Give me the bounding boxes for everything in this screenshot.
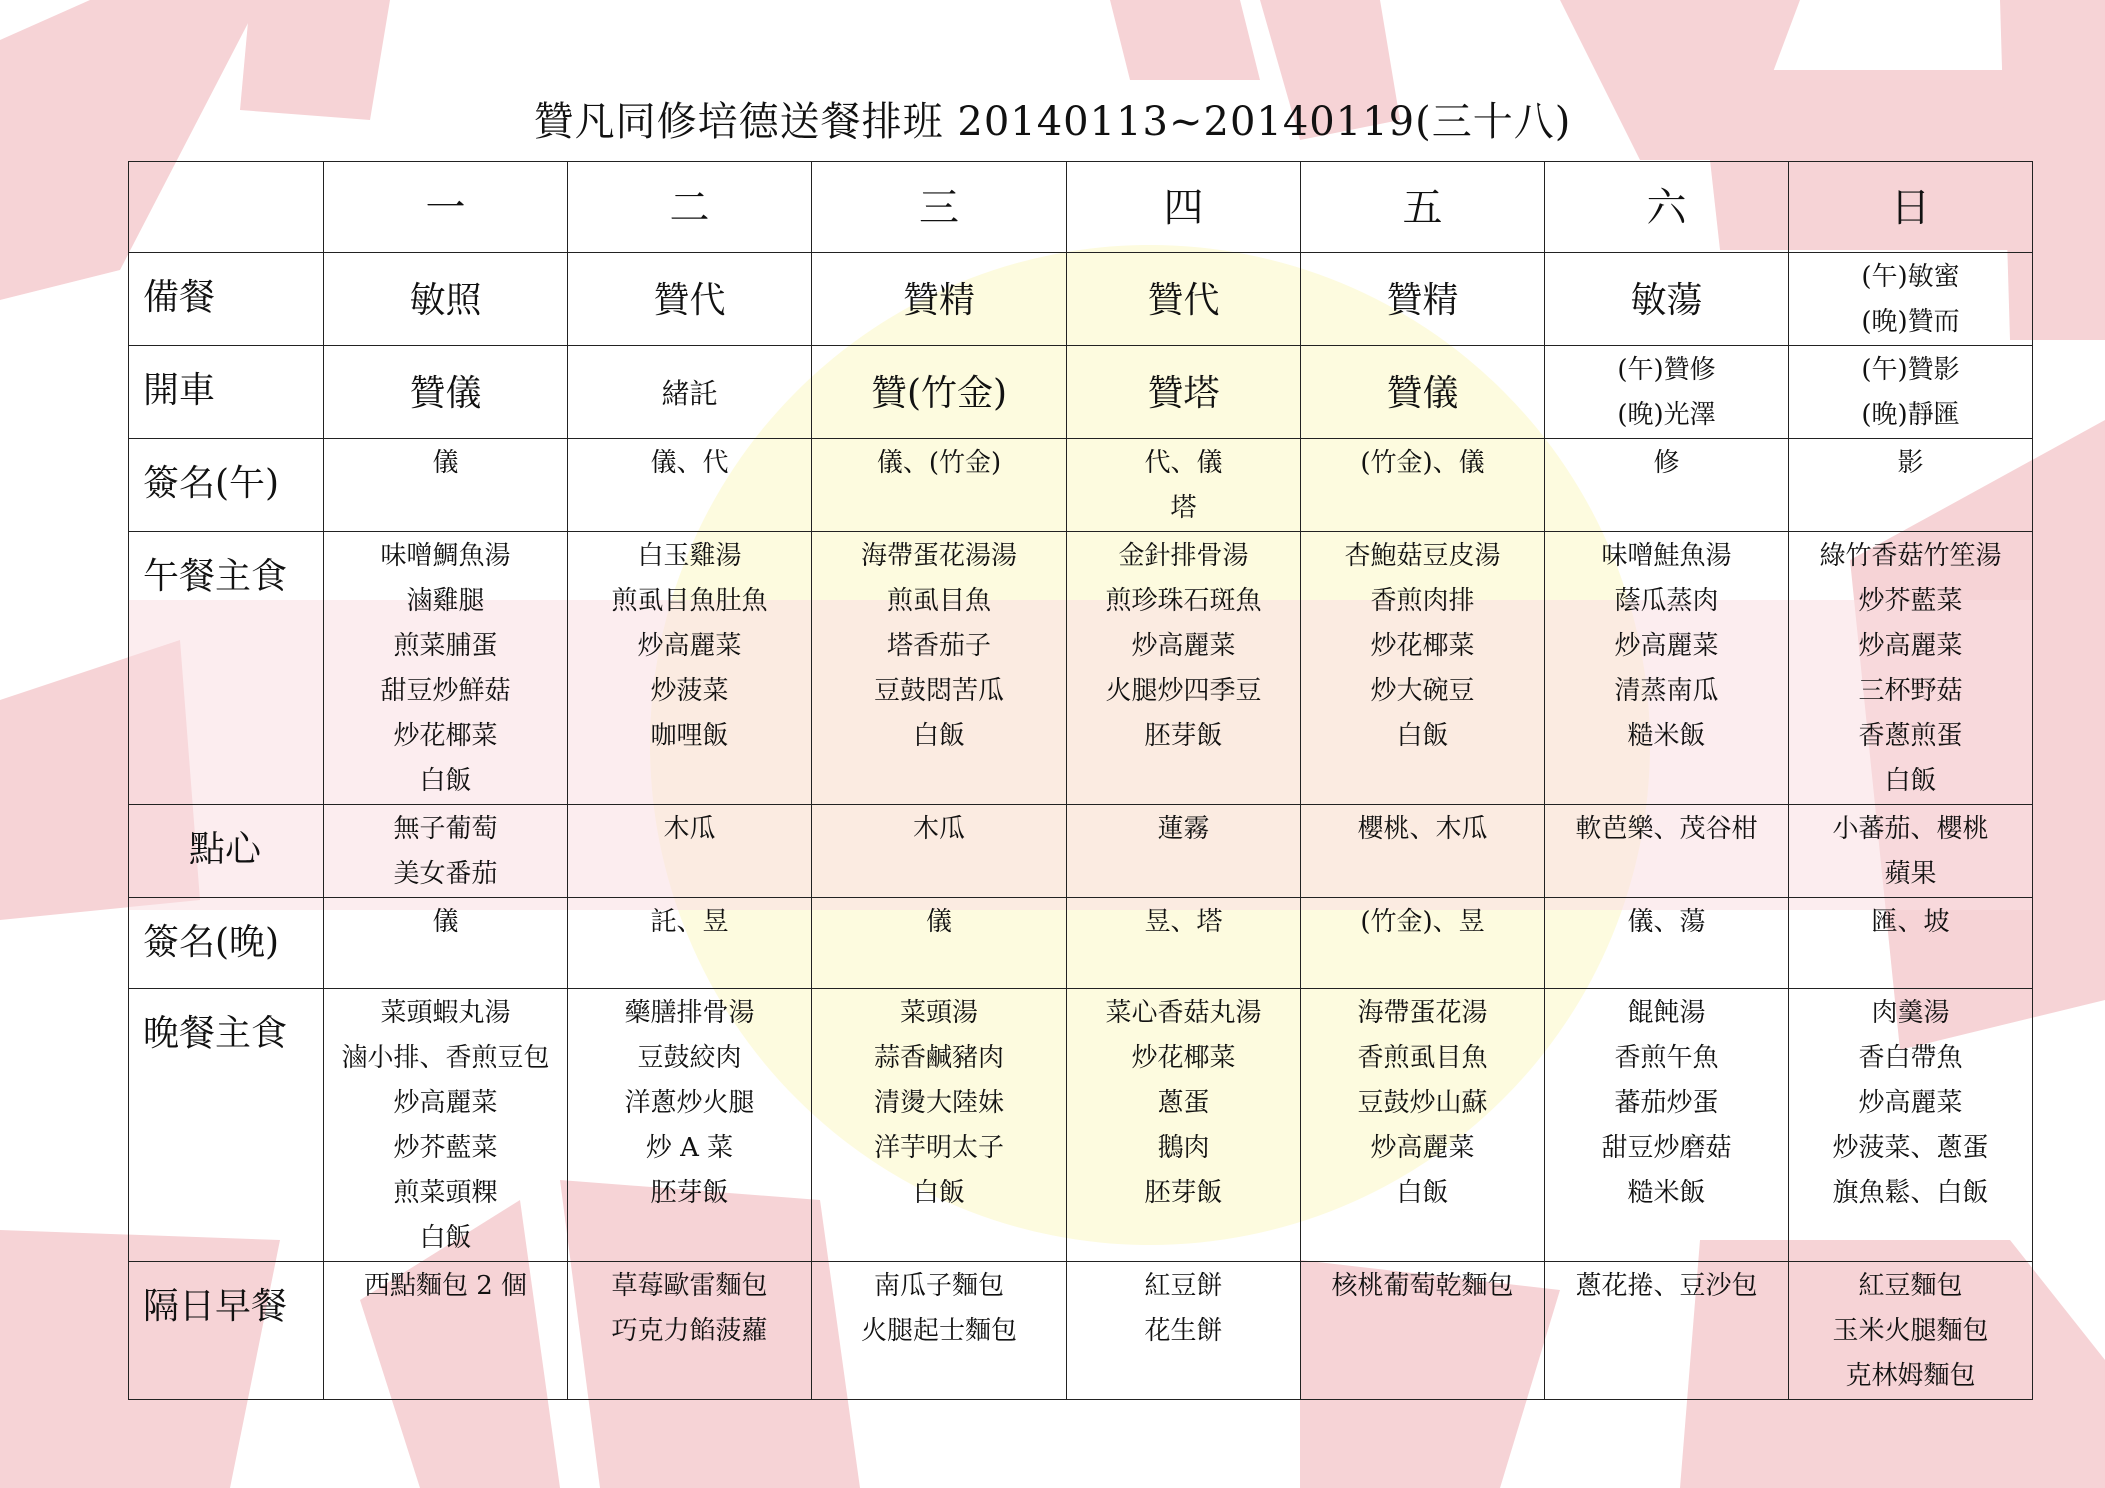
cell-line: 木瓜 <box>912 814 965 844</box>
sign-lunch-cell-sun <box>1789 439 2033 532</box>
row-label: 簽名(晚) <box>129 898 324 989</box>
menu-item: 炒高麗菜 <box>1131 631 1236 661</box>
menu-item: 三杯野菇 <box>1858 676 1963 706</box>
menu-item: 綠竹香菇竹笙湯 <box>1819 541 2002 571</box>
cell-line: 西點麵包 2 個 <box>363 1271 528 1301</box>
menu-item: 炒高麗菜 <box>1370 1133 1475 1163</box>
row-label: 簽名(午) <box>129 439 324 532</box>
menu-item: 炒芥藍菜 <box>393 1133 498 1163</box>
prep-cell-fri <box>1301 253 1545 346</box>
dinner-cell-mon <box>324 989 568 1262</box>
breakfast-cell-sun <box>1789 1262 2033 1400</box>
driver-cell-fri <box>1301 346 1545 439</box>
snack-cell-wed <box>812 805 1067 898</box>
cell-line: 託、昱 <box>650 907 729 937</box>
row-prep <box>129 253 2033 346</box>
menu-item: 塔香茄子 <box>886 631 991 661</box>
menu-item: 鵝肉 <box>1157 1133 1210 1163</box>
cell-line: 玉米火腿麵包 <box>1832 1316 1989 1346</box>
menu-item: 滷雞腿 <box>406 586 485 616</box>
cell-line: 贊代 <box>653 279 726 321</box>
row-sign-lunch <box>129 439 2033 532</box>
prep-cell-sat <box>1545 253 1789 346</box>
snack-cell-fri <box>1301 805 1545 898</box>
sign-lunch-cell-tue <box>568 439 812 532</box>
menu-item: 蕃茄炒蛋 <box>1614 1088 1719 1118</box>
sign-dinner-cell-tue <box>568 898 812 989</box>
menu-item: 菜頭湯 <box>899 998 978 1028</box>
cell-line: 核桃葡萄乾麵包 <box>1331 1271 1514 1301</box>
cell-line: 蔥花捲、豆沙包 <box>1575 1271 1758 1301</box>
menu-item: 香煎午魚 <box>1614 1043 1719 1073</box>
cell-line: 儀、(竹金) <box>876 448 1002 478</box>
cell-line: (午)贊影 <box>1861 355 1960 385</box>
cell-line: 贊代 <box>1147 279 1220 321</box>
menu-item: 炒高麗菜 <box>1858 1088 1963 1118</box>
menu-item: 味噌鮭魚湯 <box>1601 541 1732 571</box>
menu-item: 甜豆炒磨菇 <box>1601 1133 1732 1163</box>
sign-dinner-cell-sat <box>1545 898 1789 989</box>
menu-item: 炒高麗菜 <box>1858 631 1963 661</box>
row-label: 備餐 <box>129 253 324 346</box>
cell-line: 贊精 <box>1386 279 1459 321</box>
menu-item: 白飯 <box>912 721 965 751</box>
cell-line: 火腿起士麵包 <box>860 1316 1017 1346</box>
prep-cell-wed <box>812 253 1067 346</box>
cell-line: 無子葡萄 <box>393 814 498 844</box>
menu-item: 煎虱目魚 <box>886 586 991 616</box>
cell-line: 代、儀 <box>1144 448 1223 478</box>
day-header: 三 <box>812 162 1067 253</box>
sign-dinner-cell-sun <box>1789 898 2033 989</box>
driver-cell-thu <box>1067 346 1301 439</box>
menu-item: 香蔥煎蛋 <box>1858 721 1963 751</box>
prep-cell-thu <box>1067 253 1301 346</box>
cell-line: 修 <box>1653 448 1680 478</box>
sign-lunch-cell-wed <box>812 439 1067 532</box>
menu-item: 火腿炒四季豆 <box>1105 676 1262 706</box>
menu-item: 白飯 <box>419 766 472 796</box>
row-breakfast <box>129 1262 2033 1400</box>
menu-item: 旗魚鬆、白飯 <box>1832 1178 1989 1208</box>
menu-item: 炒菠菜 <box>650 676 729 706</box>
prep-cell-mon <box>324 253 568 346</box>
row-driver <box>129 346 2033 439</box>
row-lunch <box>129 532 2033 805</box>
lunch-cell-mon <box>324 532 568 805</box>
cell-line: 影 <box>1897 448 1924 478</box>
menu-item: 肉羹湯 <box>1871 998 1950 1028</box>
menu-item: 白飯 <box>419 1223 472 1253</box>
breakfast-cell-wed <box>812 1262 1067 1400</box>
menu-item: 白飯 <box>912 1178 965 1208</box>
dinner-cell-wed <box>812 989 1067 1262</box>
menu-item: 白飯 <box>1396 1178 1449 1208</box>
menu-item: 洋芋明太子 <box>873 1133 1004 1163</box>
menu-item: 蔥蛋 <box>1157 1088 1210 1118</box>
cell-line: 儀、代 <box>650 448 729 478</box>
menu-item: 咖哩飯 <box>650 721 729 751</box>
dinner-cell-fri <box>1301 989 1545 1262</box>
day-header: 二 <box>568 162 812 253</box>
menu-item: 豆鼓悶苦瓜 <box>873 676 1004 706</box>
row-label: 點心 <box>129 805 324 898</box>
day-header: 日 <box>1789 162 2033 253</box>
lunch-cell-sun <box>1789 532 2033 805</box>
row-sign-dinner <box>129 898 2033 989</box>
snack-cell-sat <box>1545 805 1789 898</box>
sign-dinner-cell-fri <box>1301 898 1545 989</box>
menu-item: 煎菜脯蛋 <box>393 631 498 661</box>
menu-item: 豆鼓炒山蘇 <box>1357 1088 1488 1118</box>
cell-line: 美女番茄 <box>393 859 498 889</box>
cell-line: (晚)贊而 <box>1861 307 1960 337</box>
dinner-cell-tue <box>568 989 812 1262</box>
day-header: 一 <box>324 162 568 253</box>
breakfast-cell-mon <box>324 1262 568 1400</box>
menu-item: 豆鼓絞肉 <box>637 1043 742 1073</box>
row-snack <box>129 805 2033 898</box>
cell-line: 贊(竹金) <box>870 372 1008 414</box>
driver-cell-sat <box>1545 346 1789 439</box>
cell-line: 巧克力餡菠蘿 <box>611 1316 768 1346</box>
cell-line: 儀 <box>925 907 952 937</box>
lunch-cell-tue <box>568 532 812 805</box>
menu-item: 糙米飯 <box>1627 721 1706 751</box>
menu-item: 煎虱目魚肚魚 <box>611 586 768 616</box>
cell-line: (午)敏蜜 <box>1861 262 1960 292</box>
cell-line: 克林姆麵包 <box>1845 1361 1976 1391</box>
snack-cell-thu <box>1067 805 1301 898</box>
menu-item: 金針排骨湯 <box>1118 541 1249 571</box>
row-label: 隔日早餐 <box>129 1262 324 1400</box>
cell-line: 贊精 <box>902 279 975 321</box>
menu-item: 炒菠菜、蔥蛋 <box>1832 1133 1989 1163</box>
menu-item: 炒高麗菜 <box>637 631 742 661</box>
driver-cell-tue <box>568 346 812 439</box>
snack-cell-tue <box>568 805 812 898</box>
menu-item: 洋蔥炒火腿 <box>624 1088 755 1118</box>
breakfast-cell-fri <box>1301 1262 1545 1400</box>
menu-item: 炒花椰菜 <box>1131 1043 1236 1073</box>
cell-line: 紅豆麵包 <box>1858 1271 1963 1301</box>
menu-item: 甜豆炒鮮菇 <box>380 676 511 706</box>
menu-item: 炒高麗菜 <box>393 1088 498 1118</box>
driver-cell-mon <box>324 346 568 439</box>
menu-item: 蒜香鹹豬肉 <box>873 1043 1004 1073</box>
cell-line: 櫻桃、木瓜 <box>1357 814 1488 844</box>
row-label: 晚餐主食 <box>129 989 324 1262</box>
driver-cell-wed <box>812 346 1067 439</box>
cell-line: (晚)光澤 <box>1617 400 1716 430</box>
menu-item: 藥膳排骨湯 <box>624 998 755 1028</box>
lunch-cell-wed <box>812 532 1067 805</box>
menu-item: 海帶蛋花湯 <box>1357 998 1488 1028</box>
breakfast-cell-sat <box>1545 1262 1789 1400</box>
cell-line: 敏蕩 <box>1630 279 1703 321</box>
cell-line: 贊塔 <box>1147 372 1220 414</box>
menu-item: 煎菜頭粿 <box>393 1178 498 1208</box>
sign-dinner-cell-wed <box>812 898 1067 989</box>
menu-item: 胚芽飯 <box>1144 721 1223 751</box>
cell-line: (竹金)、儀 <box>1360 448 1485 478</box>
day-header: 六 <box>1545 162 1789 253</box>
schedule-table <box>128 161 2033 1400</box>
day-header: 四 <box>1067 162 1301 253</box>
cell-line: 儀 <box>432 907 459 937</box>
cell-line: 匯、坡 <box>1871 907 1950 937</box>
menu-item: 海帶蛋花湯湯 <box>860 541 1017 571</box>
cell-line: 敏照 <box>409 279 482 321</box>
menu-item: 白玉雞湯 <box>637 541 742 571</box>
cell-line: 蘋果 <box>1884 859 1937 889</box>
row-label: 開車 <box>129 346 324 439</box>
sign-dinner-cell-mon <box>324 898 568 989</box>
menu-item: 味噌鯛魚湯 <box>380 541 511 571</box>
menu-item: 香煎肉排 <box>1370 586 1475 616</box>
lunch-cell-sat <box>1545 532 1789 805</box>
prep-cell-tue <box>568 253 812 346</box>
menu-item: 香白帶魚 <box>1858 1043 1963 1073</box>
sign-lunch-cell-fri <box>1301 439 1545 532</box>
sign-lunch-cell-mon <box>324 439 568 532</box>
sign-lunch-cell-thu <box>1067 439 1301 532</box>
cell-line: 贊儀 <box>1386 372 1459 414</box>
cell-line: 蓮霧 <box>1157 814 1210 844</box>
menu-item: 清燙大陸妹 <box>873 1088 1004 1118</box>
menu-item: 胚芽飯 <box>650 1178 729 1208</box>
cell-line: 緒託 <box>661 376 718 410</box>
menu-item: 蔭瓜蒸肉 <box>1614 586 1719 616</box>
page-title: 贊凡同修培德送餐排班 20140113~20140119(三十八) <box>533 99 1572 145</box>
menu-item: 炒花椰菜 <box>393 721 498 751</box>
menu-item: 清蒸南瓜 <box>1614 676 1719 706</box>
menu-item: 香煎虱目魚 <box>1357 1043 1488 1073</box>
menu-item: 菜頭蝦丸湯 <box>380 998 511 1028</box>
cell-line: 儀、蕩 <box>1627 907 1706 937</box>
menu-item: 餛飩湯 <box>1627 998 1706 1028</box>
cell-line: 小蕃茄、櫻桃 <box>1832 814 1989 844</box>
menu-item: 菜心香菇丸湯 <box>1105 998 1262 1028</box>
row-label: 午餐主食 <box>129 532 324 805</box>
menu-item: 炒大碗豆 <box>1370 676 1475 706</box>
cell-line: 軟芭樂、茂谷柑 <box>1575 814 1758 844</box>
menu-item: 炒花椰菜 <box>1370 631 1475 661</box>
cell-line: 草莓歐雷麵包 <box>611 1271 768 1301</box>
menu-item: 白飯 <box>1884 766 1937 796</box>
cell-line: 儀 <box>432 448 459 478</box>
dinner-cell-sat <box>1545 989 1789 1262</box>
lunch-cell-thu <box>1067 532 1301 805</box>
breakfast-cell-thu <box>1067 1262 1301 1400</box>
menu-item: 炒 A 菜 <box>645 1133 734 1163</box>
menu-item: 杏鮑菇豆皮湯 <box>1344 541 1501 571</box>
cell-line: 贊儀 <box>409 372 482 414</box>
menu-item: 白飯 <box>1396 721 1449 751</box>
cell-line: 塔 <box>1170 493 1197 523</box>
cell-line: 花生餅 <box>1144 1316 1223 1346</box>
corner-cell <box>129 162 324 253</box>
cell-line: (晚)靜匯 <box>1861 400 1960 430</box>
cell-line: (午)贊修 <box>1617 355 1716 385</box>
menu-item: 胚芽飯 <box>1144 1178 1223 1208</box>
menu-item: 炒高麗菜 <box>1614 631 1719 661</box>
breakfast-cell-tue <box>568 1262 812 1400</box>
menu-item: 糙米飯 <box>1627 1178 1706 1208</box>
cell-line: 昱、塔 <box>1144 907 1223 937</box>
cell-line: (竹金)、昱 <box>1360 907 1485 937</box>
menu-item: 滷小排、香煎豆包 <box>341 1043 550 1073</box>
day-header: 五 <box>1301 162 1545 253</box>
menu-item: 炒芥藍菜 <box>1858 586 1963 616</box>
sign-lunch-cell-sat <box>1545 439 1789 532</box>
prep-cell-sun <box>1789 253 2033 346</box>
header-row <box>129 162 2033 253</box>
lunch-cell-fri <box>1301 532 1545 805</box>
snack-cell-mon <box>324 805 568 898</box>
cell-line: 紅豆餅 <box>1144 1271 1223 1301</box>
dinner-cell-sun <box>1789 989 2033 1262</box>
sign-dinner-cell-thu <box>1067 898 1301 989</box>
snack-cell-sun <box>1789 805 2033 898</box>
driver-cell-sun <box>1789 346 2033 439</box>
cell-line: 南瓜子麵包 <box>873 1271 1004 1301</box>
row-dinner <box>129 989 2033 1262</box>
dinner-cell-thu <box>1067 989 1301 1262</box>
cell-line: 木瓜 <box>663 814 716 844</box>
menu-item: 煎珍珠石斑魚 <box>1105 586 1262 616</box>
